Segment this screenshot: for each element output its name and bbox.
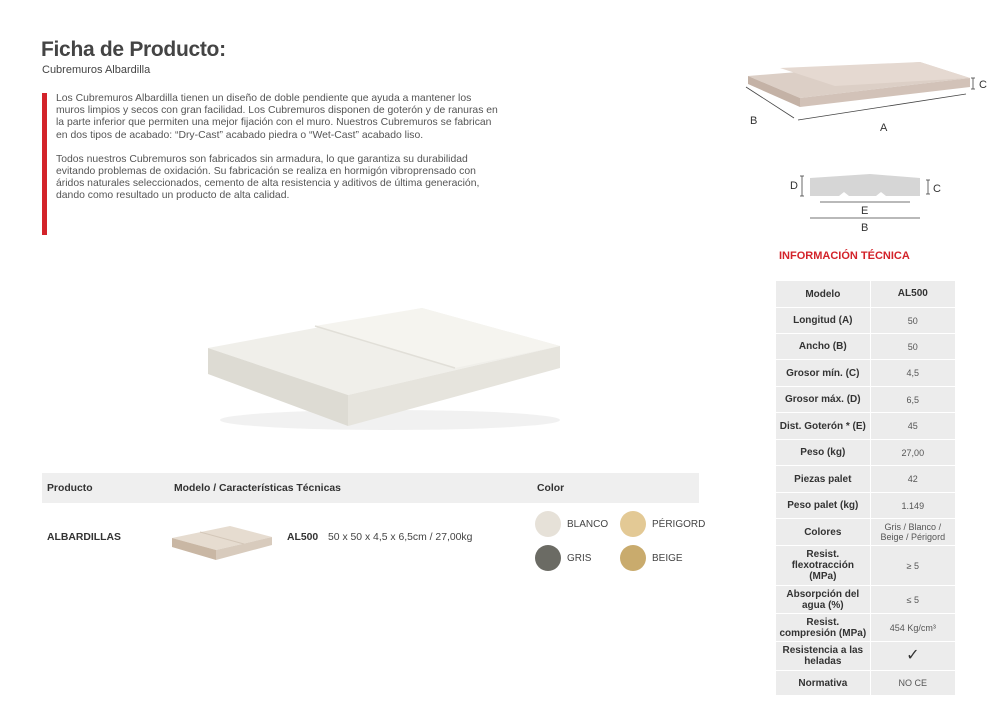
- spec-value: 6,5: [870, 387, 955, 413]
- spec-row: [776, 642, 956, 671]
- spec-label: Dist. Goterón * (E): [776, 413, 871, 440]
- color-label: GRIS: [567, 552, 592, 564]
- spec-label: Grosor máx. (D): [776, 387, 871, 413]
- spec-row: [776, 493, 956, 519]
- header-product: Producto: [47, 483, 93, 494]
- spec-value: ≥ 5: [870, 546, 955, 586]
- spec-label: Peso palet (kg): [776, 493, 871, 519]
- spec-label: Piezas palet: [776, 466, 871, 493]
- color-label: PÉRIGORD: [652, 518, 706, 530]
- row-model-code: AL500: [287, 532, 319, 543]
- spec-label: Resist. flexotracción (MPa): [776, 546, 871, 586]
- dim-label-b: B: [750, 115, 758, 127]
- spec-value: NO CE: [870, 671, 955, 696]
- spec-row: [776, 387, 956, 413]
- product-description: [56, 93, 501, 215]
- product-thumbnail: [170, 520, 275, 565]
- spec-row: [776, 546, 956, 586]
- spec-row: [776, 360, 956, 387]
- dim-label-c: C: [979, 79, 987, 91]
- spec-value: 454 Kg/cm³: [870, 614, 955, 642]
- spec-row: [776, 614, 956, 642]
- spec-value: 50: [870, 334, 955, 360]
- spec-label: Modelo: [776, 281, 871, 308]
- spec-row: [776, 334, 956, 360]
- color-dot: [535, 545, 561, 571]
- page-subtitle: Cubremuros Albardilla: [42, 64, 151, 76]
- spec-row: [776, 466, 956, 493]
- spec-value: 45: [870, 413, 955, 440]
- dim-label-c: C: [933, 183, 941, 195]
- color-dot: [535, 511, 561, 537]
- check-icon: ✓: [870, 642, 955, 671]
- tech-info-title: INFORMACIÓN TÉCNICA: [779, 250, 910, 262]
- color-swatch-perigord: [620, 511, 705, 537]
- page-title: Ficha de Producto:: [41, 38, 226, 61]
- spec-value: 27,00: [870, 440, 955, 466]
- spec-label: Grosor mín. (C): [776, 360, 871, 387]
- color-dot: [620, 511, 646, 537]
- dim-label-e: E: [861, 205, 869, 217]
- spec-value: Gris / Blanco / Beige / Périgord: [870, 519, 955, 546]
- spec-label: Absorpción del agua (%): [776, 586, 871, 614]
- dim-label-b: B: [861, 222, 869, 234]
- description-paragraph-2: Todos nuestros Cubremuros son fabricados sin armadura, lo que garantiza su durabilidad evitando problemas de oxidación. Su fabricación se realiza en hormigón vibroprensado con áridos naturales seleccionados, cemento de alta resistencia y aditivos de última generación, dando como resultado un producto de alta calidad.: [56, 153, 480, 202]
- dim-label-a: A: [880, 122, 888, 134]
- spec-value: 1.149: [870, 493, 955, 519]
- color-swatch-gris: [535, 545, 591, 571]
- spec-label: Longitud (A): [776, 308, 871, 334]
- spec-row: [776, 440, 956, 466]
- dimension-diagram-3d: [740, 58, 1008, 148]
- spec-label: Peso (kg): [776, 440, 871, 466]
- spec-row: [776, 586, 956, 614]
- product-table-header: [42, 473, 699, 503]
- accent-bar: [42, 93, 47, 235]
- spec-label: Resist. compresión (MPa): [776, 614, 871, 642]
- row-product-name: ALBARDILLAS: [47, 532, 121, 543]
- color-label: BEIGE: [652, 552, 683, 564]
- color-dot: [620, 545, 646, 571]
- dim-label-d: D: [790, 180, 798, 192]
- spec-value: 4,5: [870, 360, 955, 387]
- row-model-spec: 50 x 50 x 4,5 x 6,5cm / 27,00kg: [328, 532, 473, 543]
- dimension-diagram-section: [784, 168, 944, 236]
- spec-label: Normativa: [776, 671, 871, 696]
- spec-value: 50: [870, 308, 955, 334]
- spec-label: Resistencia a las heladas: [776, 642, 871, 671]
- spec-label: Colores: [776, 519, 871, 546]
- description-paragraph-1: Los Cubremuros Albardilla tienen un diseño de doble pendiente que ayuda a mantener los muros limpios y secos con gran facilidad. Los Cubremuros disponen de goterón y de ranuras en la parte inferior que permiten una mejor fijación con el muro. Nuestros Cubremuros se fabrican en dos tipos de acabado: “Dry-Cast” acabado piedra o “Wet-Cast” acabado liso.: [56, 93, 498, 141]
- spec-label: Ancho (B): [776, 334, 871, 360]
- spec-value: ≤ 5: [870, 586, 955, 614]
- spec-row: [776, 519, 956, 546]
- spec-row: [776, 671, 956, 696]
- color-swatch-beige: [620, 545, 683, 571]
- header-color: Color: [537, 483, 565, 494]
- spec-value: 42: [870, 466, 955, 493]
- spec-row: [776, 413, 956, 440]
- color-label: BLANCO: [567, 518, 609, 530]
- spec-value: AL500: [870, 281, 955, 308]
- header-model: Modelo / Características Técnicas: [174, 483, 341, 494]
- spec-row: [776, 281, 956, 308]
- color-swatch-blanco: [535, 511, 608, 537]
- product-image: [200, 290, 570, 440]
- spec-row: [776, 308, 956, 334]
- tech-spec-table: [775, 280, 956, 696]
